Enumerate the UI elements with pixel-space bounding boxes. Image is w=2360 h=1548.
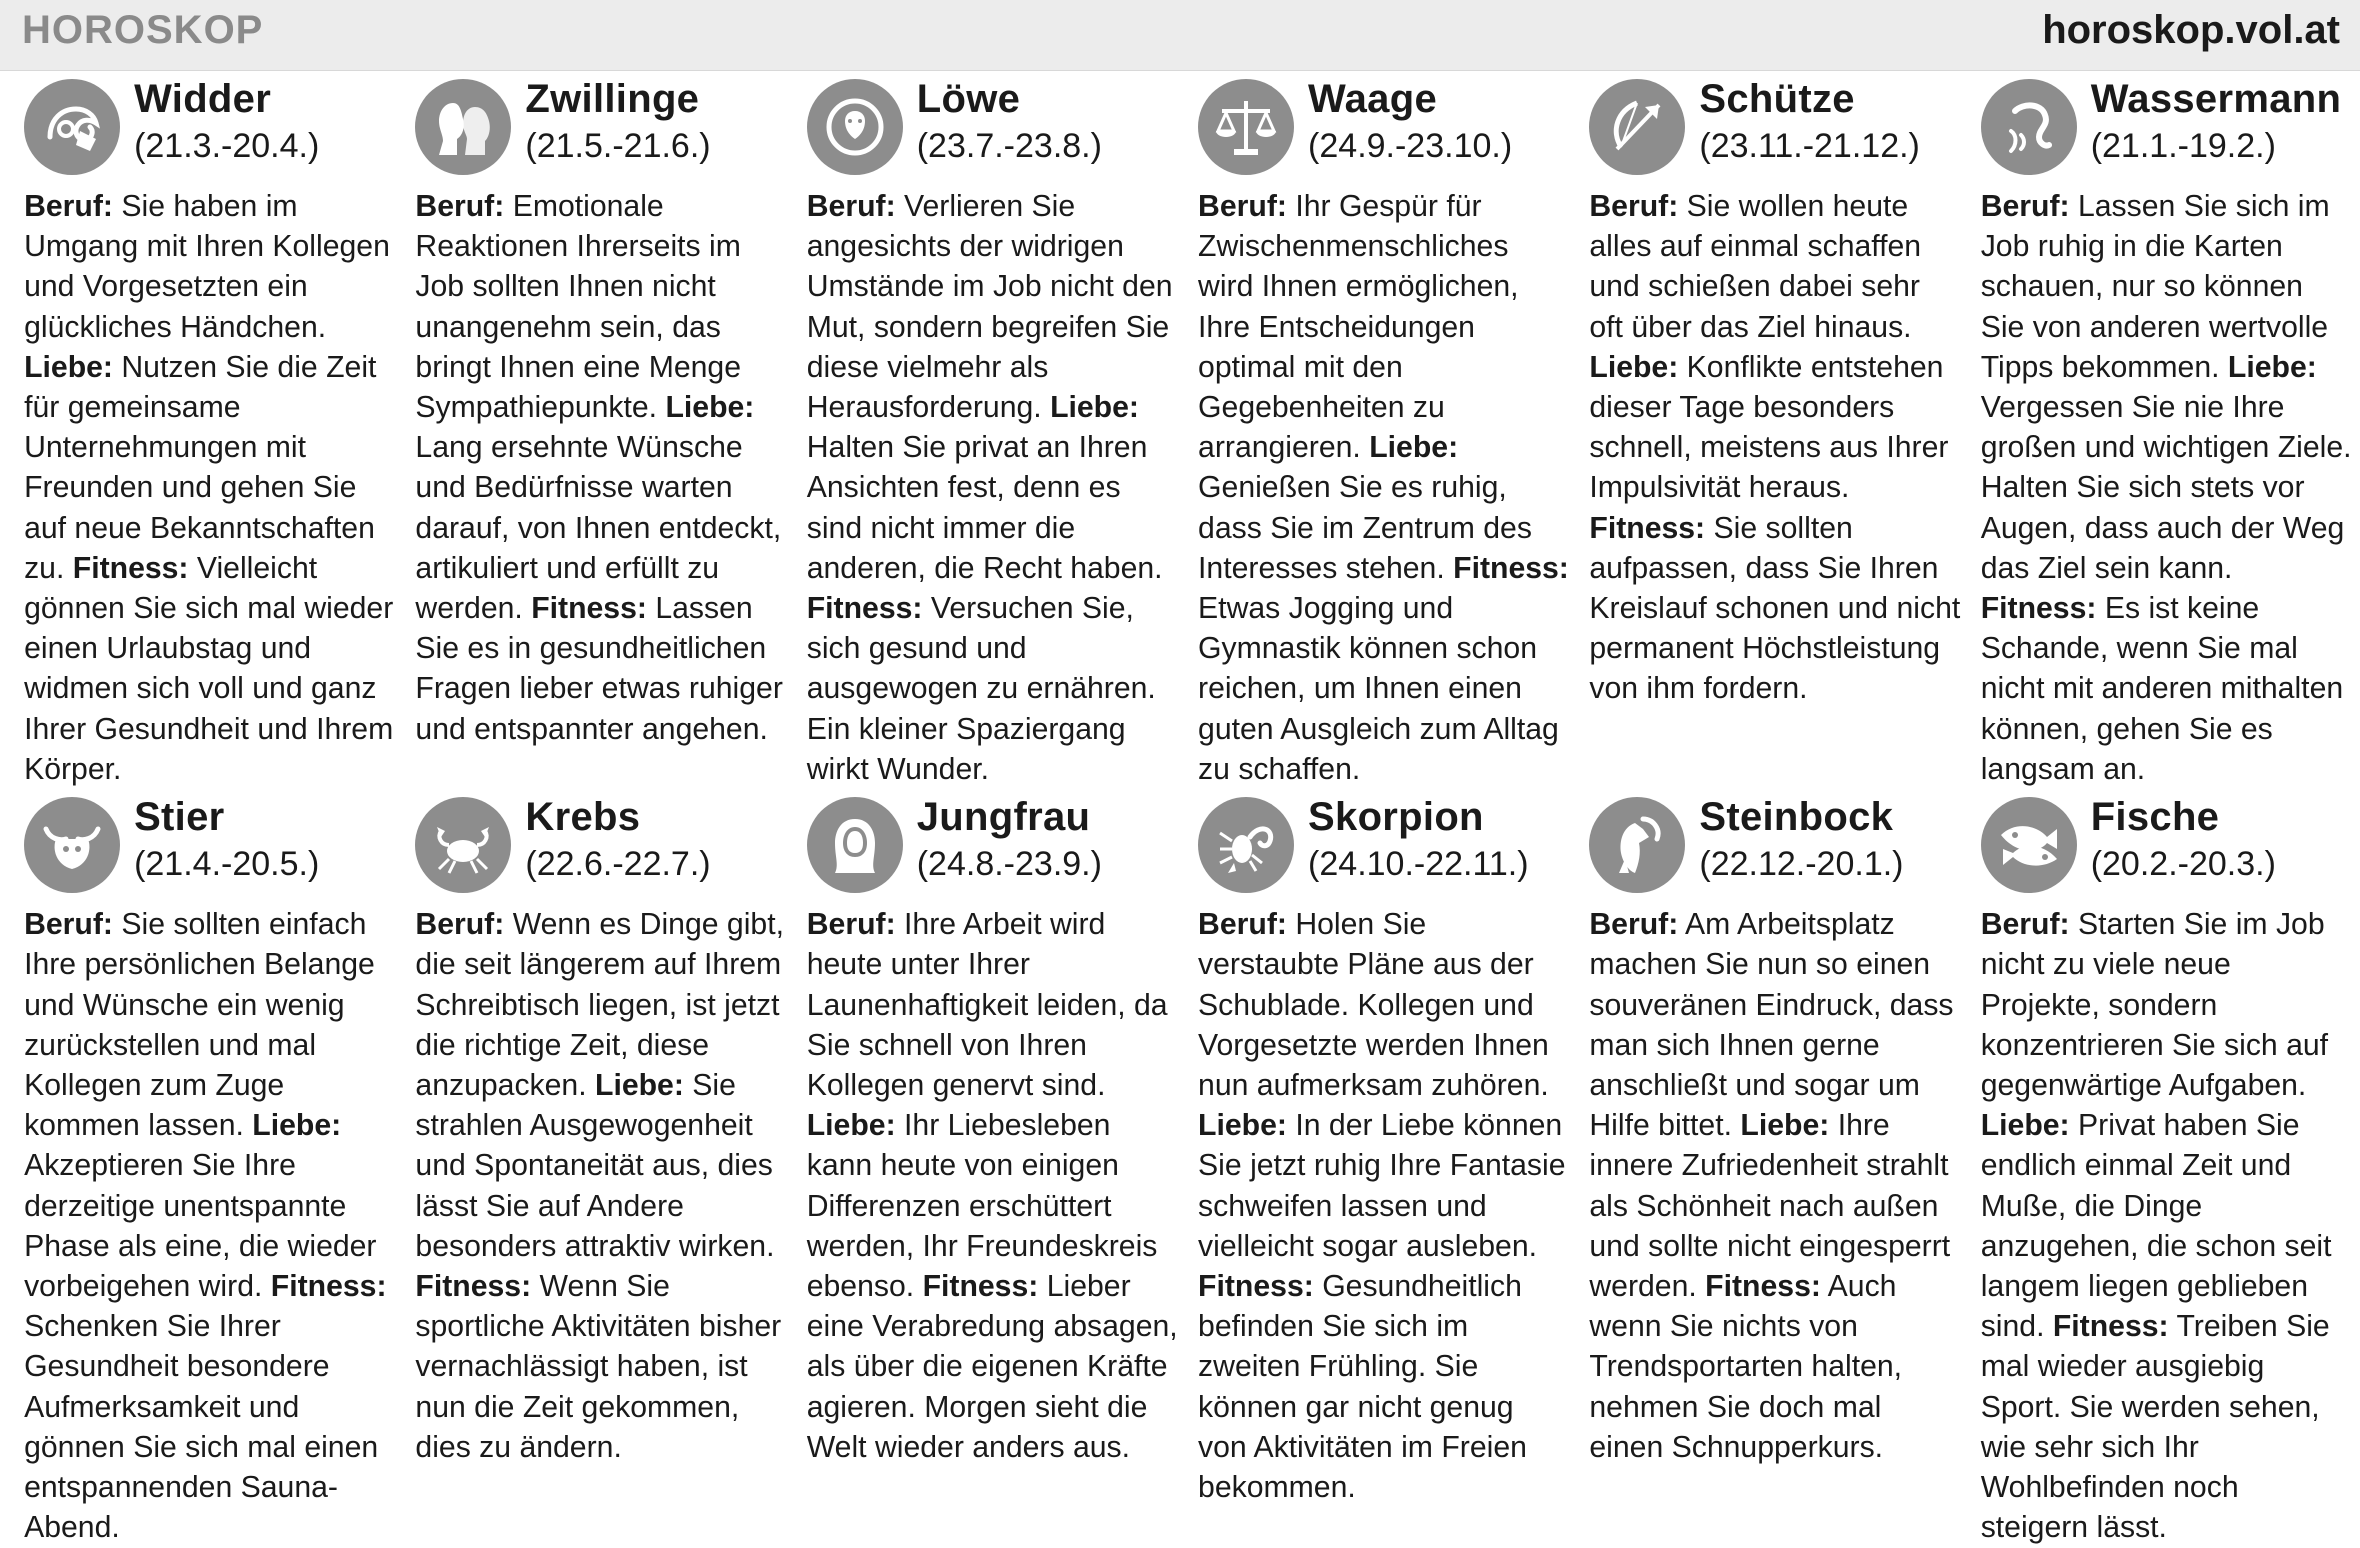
scorpion-icon: [1198, 797, 1294, 893]
beruf-label: Beruf:: [1589, 908, 1679, 942]
sign-dates: (23.7.-23.8.): [916, 127, 1102, 166]
sign-dates: (21.3.-20.4.): [134, 127, 320, 166]
sign-dates: (20.2.-20.3.): [2090, 845, 2276, 884]
section-title: HOROSKOP: [22, 8, 264, 52]
sign-header: [1981, 79, 2353, 187]
fitness-text: Vielleicht gönnen Sie sich mal wieder einen Urlaubstag und widmen sich voll und ganz Ihrer Gesundheit und Ihrem Körper.: [24, 551, 394, 786]
beruf-text: Sie wollen heute alles auf einmal schaffen und schießen dabei sehr oft über das Ziel hinaus.: [1589, 190, 1922, 344]
liebe-label: Liebe:: [665, 391, 755, 425]
sign-card-skorpion: [1198, 797, 1570, 1508]
fitness-label: Fitness:: [531, 592, 647, 626]
sign-name: Waage: [1308, 77, 1437, 122]
fitness-text: Versuchen Sie, sich gesund und ausgewogen zu ernähren. Ein kleiner Spaziergang wirkt Wunder.: [806, 592, 1156, 786]
sign-header: [415, 79, 787, 187]
archer-icon: [1589, 79, 1685, 175]
beruf-label: Beruf:: [806, 908, 896, 942]
liebe-text: Privat haben Sie endlich einmal Zeit und Muße, die Dinge anzugehen, die schon seit langem liegen geblieben sind.: [1980, 1109, 2332, 1344]
sign-name: Fische: [2090, 795, 2220, 840]
bull-icon: [24, 797, 120, 893]
site-link[interactable]: horoskop.vol.at: [2042, 8, 2340, 52]
sign-name: Widder: [134, 77, 272, 122]
sign-name: Wassermann: [2090, 77, 2342, 122]
horoscope-text: [415, 905, 787, 1468]
liebe-text: Lang ersehnte Wünsche und Bedürfnisse warten darauf, von Ihnen entdeckt, artikuliert und erfüllt zu werden.: [415, 431, 782, 626]
sign-header: [1589, 797, 1961, 905]
maiden-icon: [807, 797, 903, 893]
horoscope-text: [1981, 187, 2353, 790]
sign-card-widder: [24, 79, 396, 790]
sign-name: Steinbock: [1699, 795, 1894, 840]
beruf-label: Beruf:: [1198, 908, 1287, 942]
page-header: [0, 0, 2360, 71]
sign-card-zwillinge: [415, 79, 787, 750]
fitness-text: Etwas Jogging und Gymnastik können schon reichen, um Ihnen einen guten Ausgleich zum Alltag zu schaffen.: [1198, 592, 1559, 786]
liebe-label: Liebe:: [806, 1109, 896, 1143]
twins-icon: [415, 79, 511, 175]
beruf-text: Emotionale Reaktionen Ihrerseits im Job sollten Ihnen nicht unangenehm sein, das bringt Ihnen eine Menge Sympathiepunkte.: [415, 190, 741, 425]
fitness-text: Lieber eine Verabredung absagen, als über die eigenen Kräfte agieren. Morgen sieht die Welt wieder anders aus.: [806, 1269, 1178, 1464]
beruf-label: Beruf:: [415, 908, 505, 942]
horoscope-text: [24, 187, 396, 790]
sign-dates: (22.12.-20.1.): [1699, 845, 1904, 884]
liebe-label: Liebe:: [595, 1068, 684, 1102]
sign-dates: (24.10.-22.11.): [1308, 845, 1529, 884]
horoscope-text: [24, 905, 396, 1548]
fitness-text: Es ist keine Schande, wenn Sie mal nicht mit anderen mithalten können, gehen Sie es langsam an.: [1980, 592, 2344, 786]
beruf-text: Holen Sie verstaubte Pläne aus der Schublade. Kollegen und Vorgesetzte werden Ihnen nun aufmerksam zuhören.: [1198, 908, 1549, 1102]
sign-card-krebs: [415, 797, 787, 1468]
liebe-text: Vergessen Sie nie Ihre großen und wichtigen Ziele. Halten Sie sich stets vor Augen, dass auch der Weg das Ziel sein kann.: [1980, 391, 2352, 585]
liebe-text: Akzeptieren Sie Ihre derzeitige unentspannte Phase als eine, die wieder vorbeigehen wird.: [24, 1149, 377, 1303]
sign-header: [24, 79, 396, 187]
sign-name: Zwillinge: [525, 77, 700, 122]
beruf-label: Beruf:: [806, 190, 896, 224]
sign-name: Jungfrau: [916, 795, 1091, 840]
lion-icon: [807, 79, 903, 175]
liebe-text: Halten Sie privat an Ihren Ansichten fest, denn es sind nicht immer die anderen, die Recht haben.: [806, 431, 1163, 585]
liebe-label: Liebe:: [2227, 350, 2317, 384]
fitness-label: Fitness:: [1980, 592, 2097, 626]
horoscope-grid: [0, 70, 2360, 1545]
sign-name: Skorpion: [1308, 795, 1484, 840]
beruf-label: Beruf:: [415, 190, 505, 224]
beruf-label: Beruf:: [1980, 190, 2070, 224]
fitness-text: Wenn Sie sportliche Aktivitäten bisher vernachlässigt haben, ist nun die Zeit gekommen, dies zu ändern.: [415, 1269, 782, 1464]
beruf-text: Am Arbeitsplatz machen Sie nun so einen souveränen Eindruck, dass man sich Ihnen gerne anschließt und sogar um Hilfe bittet.: [1589, 908, 1954, 1143]
sign-dates: (21.4.-20.5.): [134, 845, 320, 884]
sign-card-jungfrau: [807, 797, 1179, 1468]
beruf-text: Lassen Sie sich im Job ruhig in die Karten schauen, nur so können Sie von anderen wertvolle Tipps bekommen.: [1980, 190, 2330, 384]
sign-name: Stier: [134, 795, 225, 840]
sign-name: Schütze: [1699, 77, 1855, 122]
fitness-label: Fitness:: [270, 1269, 387, 1303]
horoscope-text: [415, 187, 787, 750]
horoscope-text: [807, 187, 1179, 790]
sign-header: [1981, 797, 2353, 905]
fitness-label: Fitness:: [72, 551, 189, 585]
horoscope-text: [807, 905, 1179, 1468]
fitness-label: Fitness:: [1198, 1269, 1314, 1303]
fitness-label: Fitness:: [1705, 1269, 1821, 1303]
liebe-text: Konflikte entstehen dieser Tage besonders schnell, meistens aus Ihrer Impulsivität heraus.: [1589, 350, 1949, 505]
crab-icon: [415, 797, 511, 893]
sign-card-stier: [24, 797, 396, 1548]
sign-name: Krebs: [525, 795, 641, 840]
fitness-text: Schenken Sie Ihrer Gesundheit besondere Aufmerksamkeit und gönnen Sie sich mal einen entspannenden Sauna-Abend.: [24, 1310, 379, 1545]
liebe-label: Liebe:: [1589, 350, 1679, 384]
fitness-text: Treiben Sie mal wieder ausgiebig Sport. Sie werden sehen, wie sehr sich Ihr Wohlbefinden noch steigern lässt.: [1980, 1310, 2330, 1545]
beruf-text: Wenn es Dinge gibt, die seit längerem auf Ihrem Schreibtisch liegen, ist jetzt die richtige Zeit, diese anzupacken.: [415, 908, 784, 1102]
liebe-text: Ihre innere Zufriedenheit strahlt als Schönheit nach außen und sollte nicht eingesperrt werden.: [1589, 1109, 1951, 1303]
beruf-text: Verlieren Sie angesichts der widrigen Umstände im Job nicht den Mut, sondern begreifen Sie diese vielmehr als Herausforderung.: [806, 190, 1173, 425]
beruf-text: Sie sollten einfach Ihre persönlichen Belange und Wünsche ein wenig zurückstellen und mal Kollegen zum Zuge kommen lassen.: [24, 908, 375, 1143]
liebe-label: Liebe:: [1369, 431, 1459, 465]
beruf-text: Sie haben im Umgang mit Ihren Kollegen und Vorgesetzten ein glückliches Händchen.: [24, 190, 390, 344]
beruf-label: Beruf:: [24, 908, 113, 942]
sign-header: [807, 797, 1179, 905]
liebe-text: Genießen Sie es ruhig, dass Sie im Zentrum des Interesses stehen.: [1198, 471, 1532, 585]
beruf-label: Beruf:: [24, 190, 113, 224]
sign-card-fische: [1981, 797, 2353, 1548]
scales-icon: [1198, 79, 1294, 175]
sign-dates: (24.9.-23.10.): [1308, 127, 1513, 166]
liebe-label: Liebe:: [1740, 1109, 1830, 1143]
beruf-label: Beruf:: [1589, 190, 1679, 224]
fitness-label: Fitness:: [1589, 511, 1706, 545]
fitness-label: Fitness:: [1453, 551, 1569, 585]
sign-name: Löwe: [916, 77, 1021, 122]
liebe-label: Liebe:: [1980, 1109, 2070, 1143]
sign-dates: (21.5.-21.6.): [525, 127, 711, 166]
ram-icon: [24, 79, 120, 175]
beruf-text: Ihre Arbeit wird heute unter Ihrer Launenhaftigkeit leiden, da Sie schnell von Ihren Kollegen genervt sind.: [806, 908, 1168, 1102]
sign-header: [24, 797, 396, 905]
beruf-text: Starten Sie im Job nicht zu viele neue Projekte, sondern konzentrieren Sie sich auf gegenwärtige Aufgaben.: [1980, 908, 2329, 1102]
liebe-label: Liebe:: [252, 1109, 342, 1143]
sign-card-waage: [1198, 79, 1570, 790]
water-bearer-icon: [1981, 79, 2077, 175]
fitness-label: Fitness:: [2052, 1310, 2169, 1344]
sign-card-schütze: [1589, 79, 1961, 710]
sign-dates: (22.6.-22.7.): [525, 845, 711, 884]
horoscope-text: [1589, 905, 1961, 1468]
fitness-text: Gesundheitlich befinden Sie sich im zweiten Frühling. Sie können gar nicht genug von Aktivitäten im Freien bekommen.: [1198, 1269, 1527, 1504]
sign-header: [1198, 79, 1570, 187]
goat-icon: [1589, 797, 1685, 893]
fitness-text: Lassen Sie es in gesundheitlichen Fragen lieber etwas ruhiger und entspannter angehen.: [415, 592, 783, 746]
sign-dates: (23.11.-21.12.): [1699, 127, 1920, 166]
sign-header: [1198, 797, 1570, 905]
sign-dates: (24.8.-23.9.): [916, 845, 1102, 884]
liebe-label: Liebe:: [1198, 1109, 1287, 1143]
sign-dates: (21.1.-19.2.): [2090, 127, 2276, 166]
beruf-label: Beruf:: [1980, 908, 2070, 942]
fitness-label: Fitness:: [806, 592, 923, 626]
liebe-label: Liebe:: [1050, 391, 1139, 425]
beruf-label: Beruf:: [1198, 190, 1287, 224]
beruf-text: Ihr Gespür für Zwischenmenschliches wird Ihnen ermöglichen, Ihre Entscheidungen optimal mit den Gegebenheiten zu arrangieren.: [1198, 190, 1519, 465]
fitness-label: Fitness:: [415, 1269, 532, 1303]
liebe-text: In der Liebe können Sie jetzt ruhig Ihre Fantasie schweifen lassen und vielleicht sogar ausleben.: [1198, 1109, 1566, 1263]
fitness-text: Auch wenn Sie nichts von Trendsportarten halten, nehmen Sie doch mal einen Schnupperkurs.: [1589, 1269, 1903, 1464]
sign-card-löwe: [807, 79, 1179, 790]
horoscope-text: [1981, 905, 2353, 1548]
fish-icon: [1981, 797, 2077, 893]
fitness-label: Fitness:: [922, 1269, 1039, 1303]
liebe-label: Liebe:: [24, 350, 113, 384]
sign-header: [415, 797, 787, 905]
sign-card-steinbock: [1589, 797, 1961, 1468]
fitness-text: Sie sollten aufpassen, dass Sie Ihren Kreislauf schonen und nicht permanent Höchstleistung von ihm fordern.: [1589, 511, 1961, 706]
sign-card-wassermann: [1981, 79, 2353, 790]
sign-header: [1589, 79, 1961, 187]
horoscope-text: [1198, 905, 1570, 1508]
liebe-text: Ihr Liebesleben kann heute von einigen Differenzen erschüttert werden, Ihr Freundeskreis ebenso.: [806, 1109, 1158, 1303]
horoscope-text: [1198, 187, 1570, 790]
sign-header: [807, 79, 1179, 187]
horoscope-text: [1589, 187, 1961, 710]
liebe-text: Sie strahlen Ausgewogenheit und Spontaneität aus, dies lässt Sie auf Andere besonders attraktiv wirken.: [415, 1068, 775, 1263]
liebe-text: Nutzen Sie die Zeit für gemeinsame Unternehmungen mit Freunden und gehen Sie auf neue Bekanntschaften zu.: [24, 350, 377, 585]
